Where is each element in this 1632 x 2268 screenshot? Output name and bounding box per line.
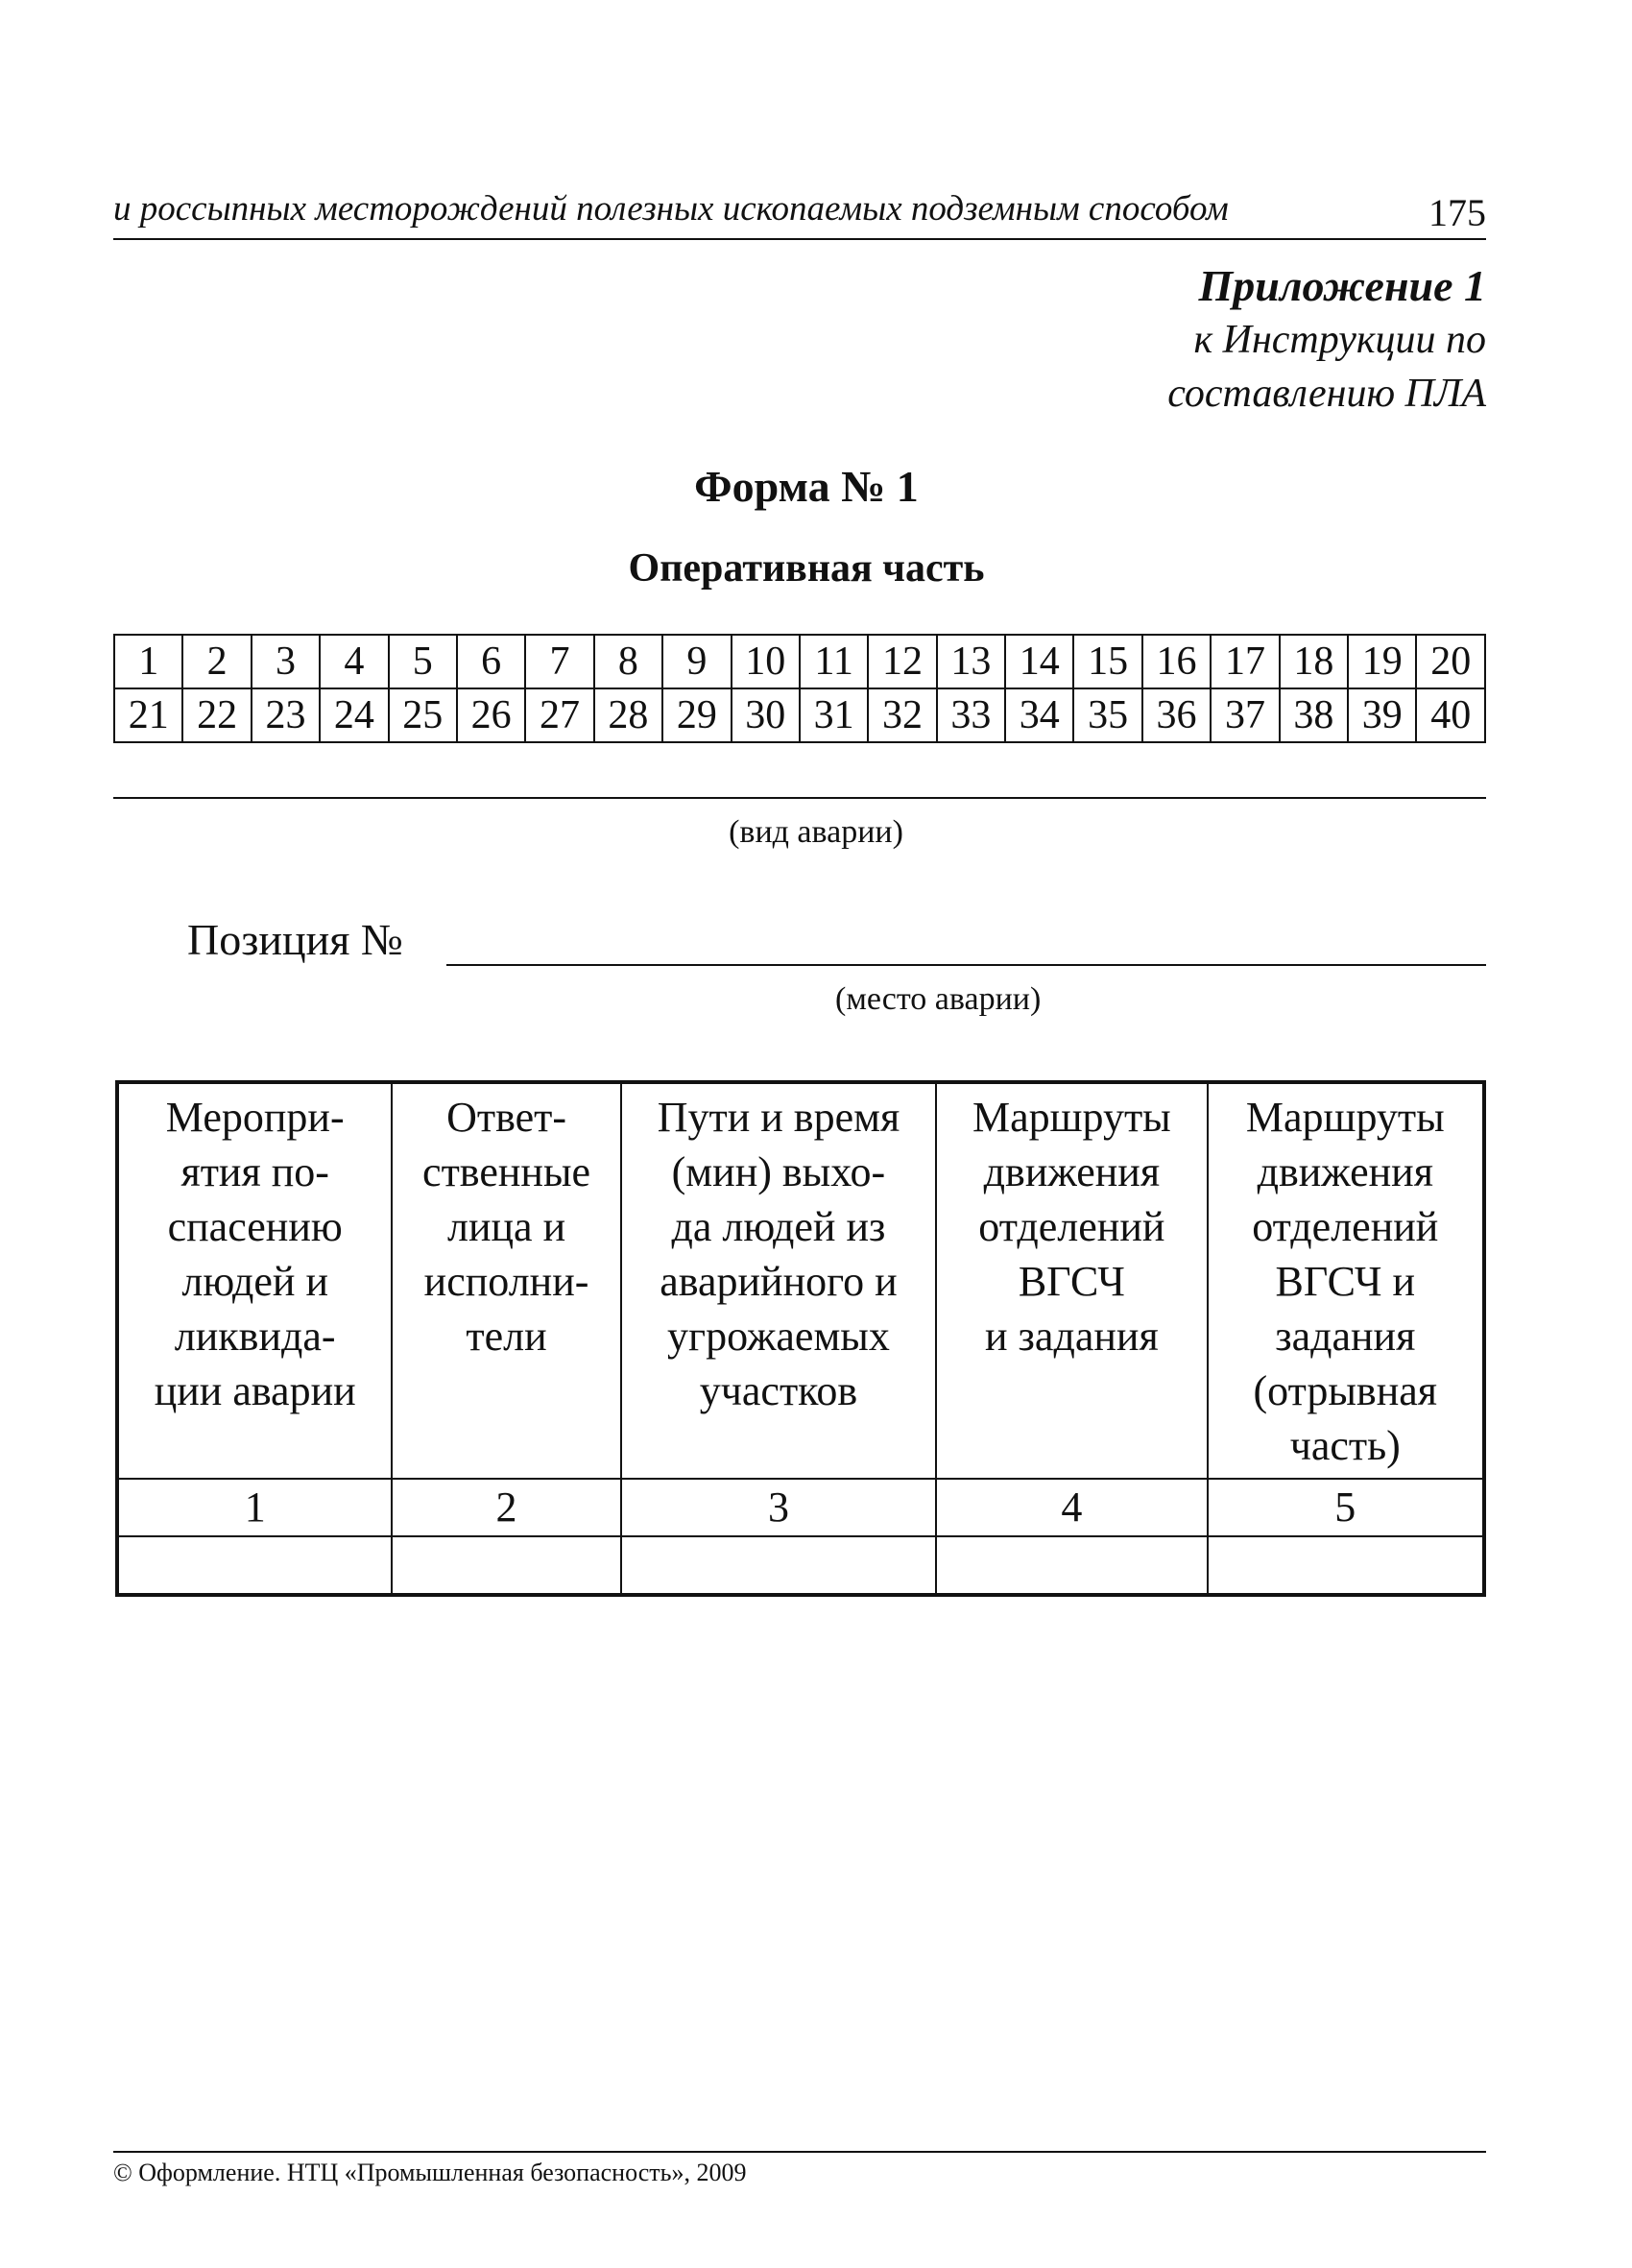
number-cell[interactable]: 31	[800, 688, 868, 742]
appendix-line-2: составлению ПЛА	[1167, 372, 1486, 416]
number-cell[interactable]: 30	[732, 688, 800, 742]
number-cell[interactable]: 3	[252, 635, 320, 688]
column-header-responsible-persons: Ответ- ственные лица и исполни- тели	[392, 1082, 620, 1479]
number-cell[interactable]: 21	[114, 688, 182, 742]
number-cell[interactable]: 5	[389, 635, 457, 688]
number-cell[interactable]: 32	[868, 688, 936, 742]
number-cell[interactable]: 38	[1280, 688, 1348, 742]
column-header-rescue-team-routes-tear-off: Маршруты движения отделений ВГСЧ и задания (отрывная часть)	[1208, 1082, 1484, 1479]
empty-cell[interactable]	[1208, 1536, 1484, 1595]
empty-cell[interactable]	[936, 1536, 1207, 1595]
running-header-title: и россыпных месторождений полезных ископаемых подземным способом	[113, 189, 1229, 229]
column-header-rescue-measures: Меропри- ятия по- спасению людей и ликвида- ции аварии	[117, 1082, 392, 1479]
number-cell[interactable]: 40	[1416, 688, 1485, 742]
empty-cell[interactable]	[392, 1536, 620, 1595]
footer-rule	[113, 2151, 1486, 2153]
section-title: Оперативная часть	[628, 546, 985, 591]
number-cell[interactable]: 26	[457, 688, 525, 742]
number-cell[interactable]: 33	[937, 688, 1005, 742]
column-number: 1	[117, 1479, 392, 1536]
number-cell[interactable]: 2	[182, 635, 251, 688]
position-label: Позиция №	[187, 915, 403, 964]
number-cell[interactable]: 20	[1416, 635, 1485, 688]
number-cell[interactable]: 13	[937, 635, 1005, 688]
number-cell[interactable]: 22	[182, 688, 251, 742]
number-cell[interactable]: 14	[1005, 635, 1073, 688]
column-number: 2	[392, 1479, 620, 1536]
number-cell[interactable]: 36	[1142, 688, 1211, 742]
number-cell[interactable]: 6	[457, 635, 525, 688]
number-cell[interactable]: 1	[114, 635, 182, 688]
number-cell[interactable]: 27	[525, 688, 593, 742]
number-cell[interactable]: 7	[525, 635, 593, 688]
number-cell[interactable]: 8	[594, 635, 662, 688]
number-grid-row-1	[114, 635, 1485, 688]
number-cell[interactable]: 23	[252, 688, 320, 742]
number-cell[interactable]: 4	[320, 635, 388, 688]
page-number: 175	[1428, 191, 1486, 234]
accident-type-fill-line[interactable]	[113, 797, 1486, 799]
number-cell[interactable]: 9	[662, 635, 731, 688]
accident-place-caption: (место аварии)	[835, 981, 1042, 1017]
form-title: Форма № 1	[694, 462, 919, 511]
appendix-title: Приложение 1	[1198, 261, 1486, 310]
number-cell[interactable]: 16	[1142, 635, 1211, 688]
number-cell[interactable]: 28	[594, 688, 662, 742]
number-cell[interactable]: 12	[868, 635, 936, 688]
header-rule	[113, 238, 1486, 240]
appendix-line-1: к Инструкции по	[1193, 318, 1486, 362]
column-header-exit-routes-time: Пути и время (мин) выхо- да людей из аварийного и угрожаемых участков	[621, 1082, 936, 1479]
number-grid	[113, 634, 1486, 743]
number-cell[interactable]: 19	[1348, 635, 1416, 688]
number-grid-row-2	[114, 688, 1485, 742]
table-row-empty	[117, 1536, 1484, 1595]
number-cell[interactable]: 15	[1073, 635, 1141, 688]
number-cell[interactable]: 39	[1348, 688, 1416, 742]
position-fill-line[interactable]	[446, 964, 1486, 966]
empty-cell[interactable]	[621, 1536, 936, 1595]
number-cell[interactable]: 37	[1211, 688, 1279, 742]
column-header-rescue-team-routes: Маршруты движения отделений ВГСЧ и задания	[936, 1082, 1207, 1479]
number-cell[interactable]: 34	[1005, 688, 1073, 742]
appendix-reference	[1167, 259, 1486, 421]
number-cell[interactable]: 24	[320, 688, 388, 742]
number-cell[interactable]: 11	[800, 635, 868, 688]
number-cell[interactable]: 25	[389, 688, 457, 742]
number-cell[interactable]: 35	[1073, 688, 1141, 742]
number-cell[interactable]: 17	[1211, 635, 1279, 688]
accident-type-caption: (вид аварии)	[729, 814, 903, 850]
number-cell[interactable]: 18	[1280, 635, 1348, 688]
empty-cell[interactable]	[117, 1536, 392, 1595]
number-cell[interactable]: 29	[662, 688, 731, 742]
footer-copyright: © Оформление. НТЦ «Промышленная безопасность», 2009	[113, 2159, 747, 2186]
operational-plan-table	[115, 1080, 1486, 1597]
column-number: 5	[1208, 1479, 1484, 1536]
column-number-row	[117, 1479, 1484, 1536]
table-header-row	[117, 1082, 1484, 1479]
column-number: 4	[936, 1479, 1207, 1536]
number-cell[interactable]: 10	[732, 635, 800, 688]
column-number: 3	[621, 1479, 936, 1536]
